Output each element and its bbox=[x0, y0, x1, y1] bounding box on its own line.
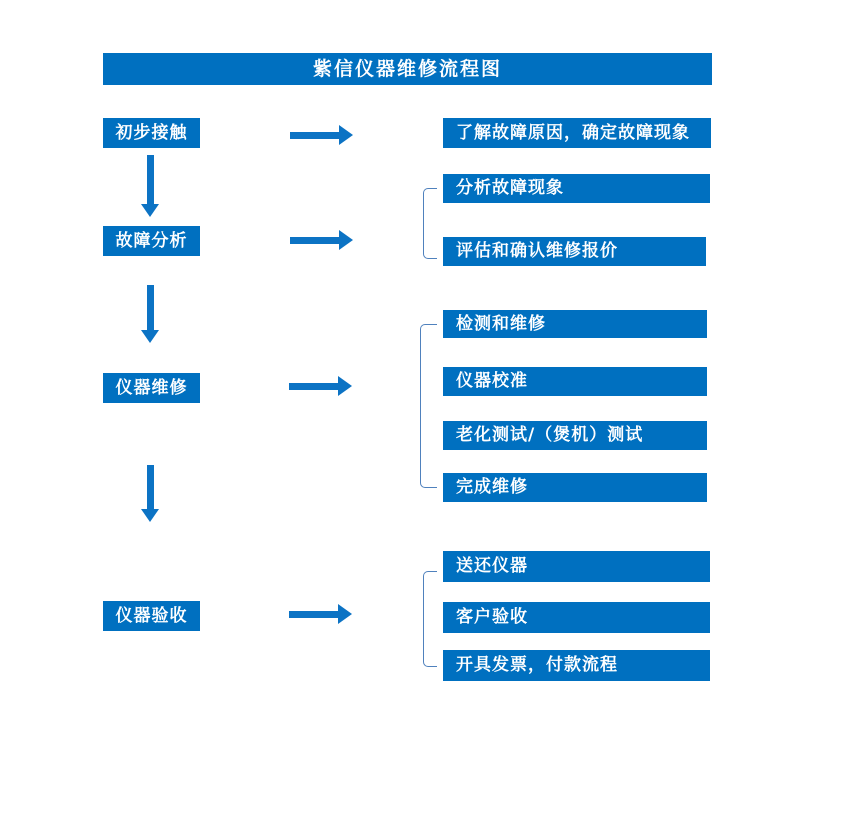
arrow-shaft bbox=[147, 465, 154, 509]
arrow-shaft bbox=[289, 383, 338, 390]
output-label: 了解故障原因，确定故障现象 bbox=[456, 122, 690, 143]
arrow-shaft bbox=[290, 237, 339, 244]
arrow-head bbox=[141, 204, 159, 217]
arrow-head bbox=[141, 330, 159, 343]
stage-box-initial-contact bbox=[103, 118, 200, 148]
output-box bbox=[443, 473, 707, 502]
output-box bbox=[443, 421, 707, 450]
title-bar bbox=[103, 53, 712, 85]
arrow-down-icon bbox=[141, 155, 159, 217]
output-label: 仪器校准 bbox=[456, 371, 528, 391]
output-label: 老化测试/（煲机）测试 bbox=[456, 425, 644, 445]
bracket-connector bbox=[423, 188, 437, 259]
arrow-down-icon bbox=[141, 465, 159, 522]
output-box bbox=[443, 118, 711, 148]
output-label: 开具发票，付款流程 bbox=[456, 655, 618, 675]
stage-label: 仪器验收 bbox=[115, 605, 188, 626]
stage-box-instrument-acceptance bbox=[103, 601, 200, 631]
arrow-right-icon bbox=[289, 376, 352, 396]
output-label: 送还仪器 bbox=[456, 556, 528, 576]
bracket-connector bbox=[423, 571, 437, 667]
arrow-head bbox=[338, 376, 352, 396]
arrow-shaft bbox=[147, 285, 154, 330]
arrow-shaft bbox=[290, 132, 339, 139]
output-box bbox=[443, 602, 710, 633]
output-box bbox=[443, 174, 710, 203]
stage-label: 故障分析 bbox=[115, 230, 188, 251]
output-label: 分析故障现象 bbox=[456, 178, 564, 198]
arrow-shaft bbox=[289, 611, 338, 618]
stage-box-instrument-repair bbox=[103, 373, 200, 403]
bracket-connector bbox=[420, 324, 437, 488]
output-label: 评估和确认维修报价 bbox=[456, 241, 618, 261]
page-title: 紫信仪器维修流程图 bbox=[312, 57, 502, 80]
arrow-shaft bbox=[147, 155, 154, 204]
output-box bbox=[443, 367, 707, 396]
stage-box-fault-analysis bbox=[103, 226, 200, 256]
output-label: 检测和维修 bbox=[456, 313, 546, 334]
stage-label: 仪器维修 bbox=[115, 377, 188, 398]
arrow-right-icon bbox=[289, 604, 352, 624]
output-label: 完成维修 bbox=[456, 477, 528, 497]
arrow-head bbox=[339, 125, 353, 145]
output-box bbox=[443, 551, 710, 582]
output-box bbox=[443, 650, 710, 681]
output-box bbox=[443, 310, 707, 338]
arrow-right-icon bbox=[290, 125, 353, 145]
arrow-down-icon bbox=[141, 285, 159, 343]
arrow-head bbox=[141, 509, 159, 522]
arrow-head bbox=[338, 604, 352, 624]
arrow-head bbox=[339, 230, 353, 250]
output-box bbox=[443, 237, 706, 266]
arrow-right-icon bbox=[290, 230, 353, 250]
stage-label: 初步接触 bbox=[115, 122, 188, 143]
output-label: 客户验收 bbox=[456, 607, 528, 627]
